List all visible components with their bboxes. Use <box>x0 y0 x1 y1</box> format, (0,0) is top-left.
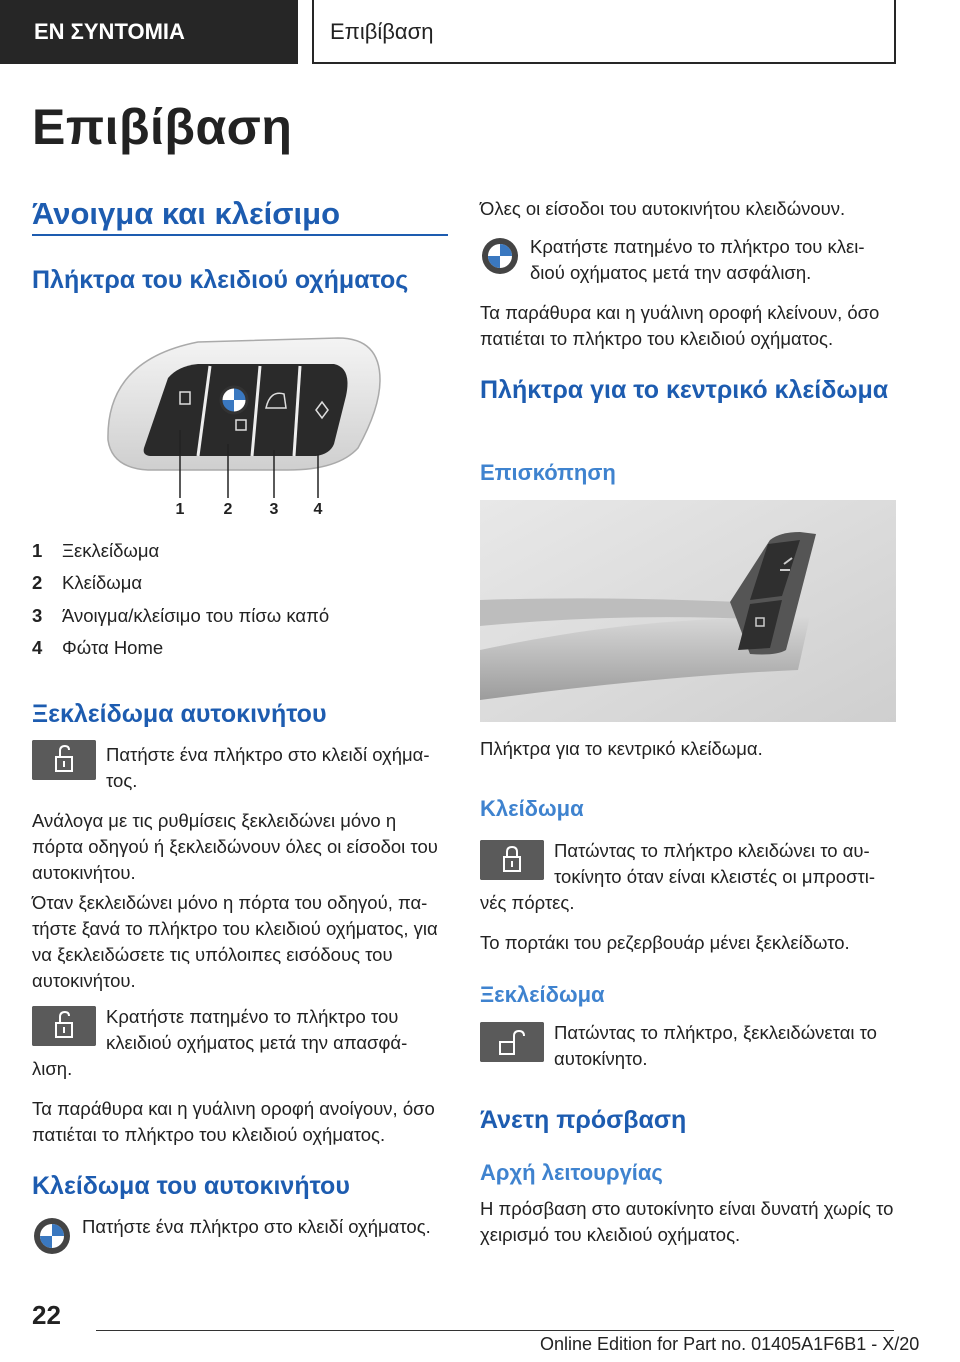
unlock-paragraph-driver-door: Όταν ξεκλειδώνει μόνο η πόρτα του οδηγού, πα‐τήστε ξανά το πλήκτρο του κλειδιού οχήματος, για να ξεκλειδώσετε τις υπόλοιπες εισόδους του αυτοκινήτου. <box>32 892 438 991</box>
windows-close-paragraph: Τα παράθυρα και η γυάλινη οροφή κλείνουν, όσο πατιέται το πλήκτρο του κλειδιού οχήματος. <box>480 302 880 349</box>
heading-principle: Αρχή λειτουργίας <box>480 1160 663 1185</box>
list-item: Άνοιγμα/κλείσιμο του πίσω καπό <box>62 605 330 626</box>
heading-unlock-car: Ξεκλείδωμα αυτοκινήτου <box>32 700 327 728</box>
hold-instruction-line1: Κρατήστε πατημένο το πλήκτρο του <box>106 1006 399 1027</box>
lock-desc-line1: Πατώντας το πλήκτρο κλειδώνει το αυ‐ <box>554 840 870 861</box>
page-number: 22 <box>32 1300 61 1330</box>
edition-footer: Online Edition for Part no. 01405A1F6B1 - X/20 <box>540 1334 920 1354</box>
heading-unlock: Ξεκλείδωμα <box>480 982 605 1007</box>
callout-4: 4 <box>313 501 323 518</box>
footer-rule <box>96 1330 894 1331</box>
section-tab: ΕΝ ΣΥΝΤΟΜΙΑ <box>0 0 298 64</box>
windows-open-paragraph: Τα παράθυρα και η γυάλινη οροφή ανοίγουν, όσο πατιέται το πλήκτρο του κλειδιού οχήματος. <box>32 1098 435 1145</box>
list-item: Φώτα Home <box>62 637 164 658</box>
unlock-desc-line1: Πατώντας το πλήκτρο, ξεκλειδώνεται το <box>554 1022 877 1043</box>
all-entries-lock: Όλες οι είσοδοι του αυτοκινήτου κλειδώνουν. <box>480 198 846 219</box>
unlock-instruction-line1: Πατήστε ένα πλήκτρο στο κλειδί οχήμα‐ <box>106 744 430 765</box>
bmw-key-icon <box>480 236 520 276</box>
comfort-access-paragraph: Η πρόσβαση στο αυτοκίνητο είναι δυνατή χωρίς το χειρισμό του κλειδιού οχήματος. <box>480 1198 894 1245</box>
heading-central-lock-buttons: Πλήκτρα για το κεντρικό κλείδωμα <box>480 376 889 404</box>
heading-key-buttons: Πλήκτρα του κλειδιού οχήματος <box>32 266 409 294</box>
lock-instruction: Πατήστε ένα πλήκτρο στο κλειδί οχήματος. <box>82 1216 431 1237</box>
unlock-button-icon <box>32 1006 96 1046</box>
lock-button-icon <box>480 840 544 880</box>
chapter-header: Επιβίβαση <box>312 0 896 64</box>
heading-overview: Επισκόπηση <box>480 460 616 485</box>
central-lock-buttons-photo <box>480 500 896 722</box>
list-item: Ξεκλείδωμα <box>62 540 160 561</box>
unlock-instruction-line2: τος. <box>106 770 138 791</box>
unlock-desc-line2: αυτοκίνητο. <box>554 1048 648 1069</box>
list-number: 3 <box>32 605 43 626</box>
callout-2: 2 <box>223 501 233 518</box>
hold-after-lock-line1: Κρατήστε πατημένο το πλήκτρο του κλει‐ <box>530 236 865 257</box>
hold-instruction-line2: κλειδιού οχήματος μετά την απασφά‐ <box>106 1032 408 1053</box>
lock-desc-line3: νές πόρτες. <box>480 892 575 913</box>
list-number: 2 <box>32 572 43 593</box>
bmw-key-icon <box>32 1216 72 1256</box>
lock-desc-line2: τοκίνητο όταν είναι κλειστές οι μπροστι‐ <box>554 866 876 887</box>
callout-3: 3 <box>269 501 279 518</box>
list-number: 1 <box>32 540 43 561</box>
fuel-flap-note: Το πορτάκι του ρεζερβουάρ μένει ξεκλείδωτο. <box>480 932 850 953</box>
callout-1: 1 <box>175 501 185 518</box>
photo-caption: Πλήκτρα για το κεντρικό κλείδωμα. <box>480 738 763 759</box>
unlock-button-icon <box>480 1022 544 1062</box>
hold-instruction-line3: λιση. <box>32 1058 73 1079</box>
heading-comfort-access: Άνετη πρόσβαση <box>480 1106 687 1134</box>
heading-lock: Κλείδωμα <box>480 796 584 821</box>
section-heading-open-close: Άνοιγμα και κλείσιμο <box>32 196 341 231</box>
section-rule <box>32 234 448 236</box>
list-number: 4 <box>32 637 43 658</box>
key-fob-illustration <box>88 320 408 520</box>
unlock-paragraph-settings: Ανάλογα με τις ρυθμίσεις ξεκλειδώνει μόνο η πόρτα οδηγού ή ξεκλειδώνουν όλες οι είσοδοι του αυτοκινήτου. <box>32 810 438 883</box>
heading-lock-car: Κλείδωμα του αυτοκινήτου <box>32 1172 350 1200</box>
list-item: Κλείδωμα <box>62 572 143 593</box>
page-title: Επιβίβαση <box>32 99 293 155</box>
hold-after-lock-line2: διού οχήματος μετά την ασφάλιση. <box>530 262 812 283</box>
unlock-button-icon <box>32 740 96 780</box>
